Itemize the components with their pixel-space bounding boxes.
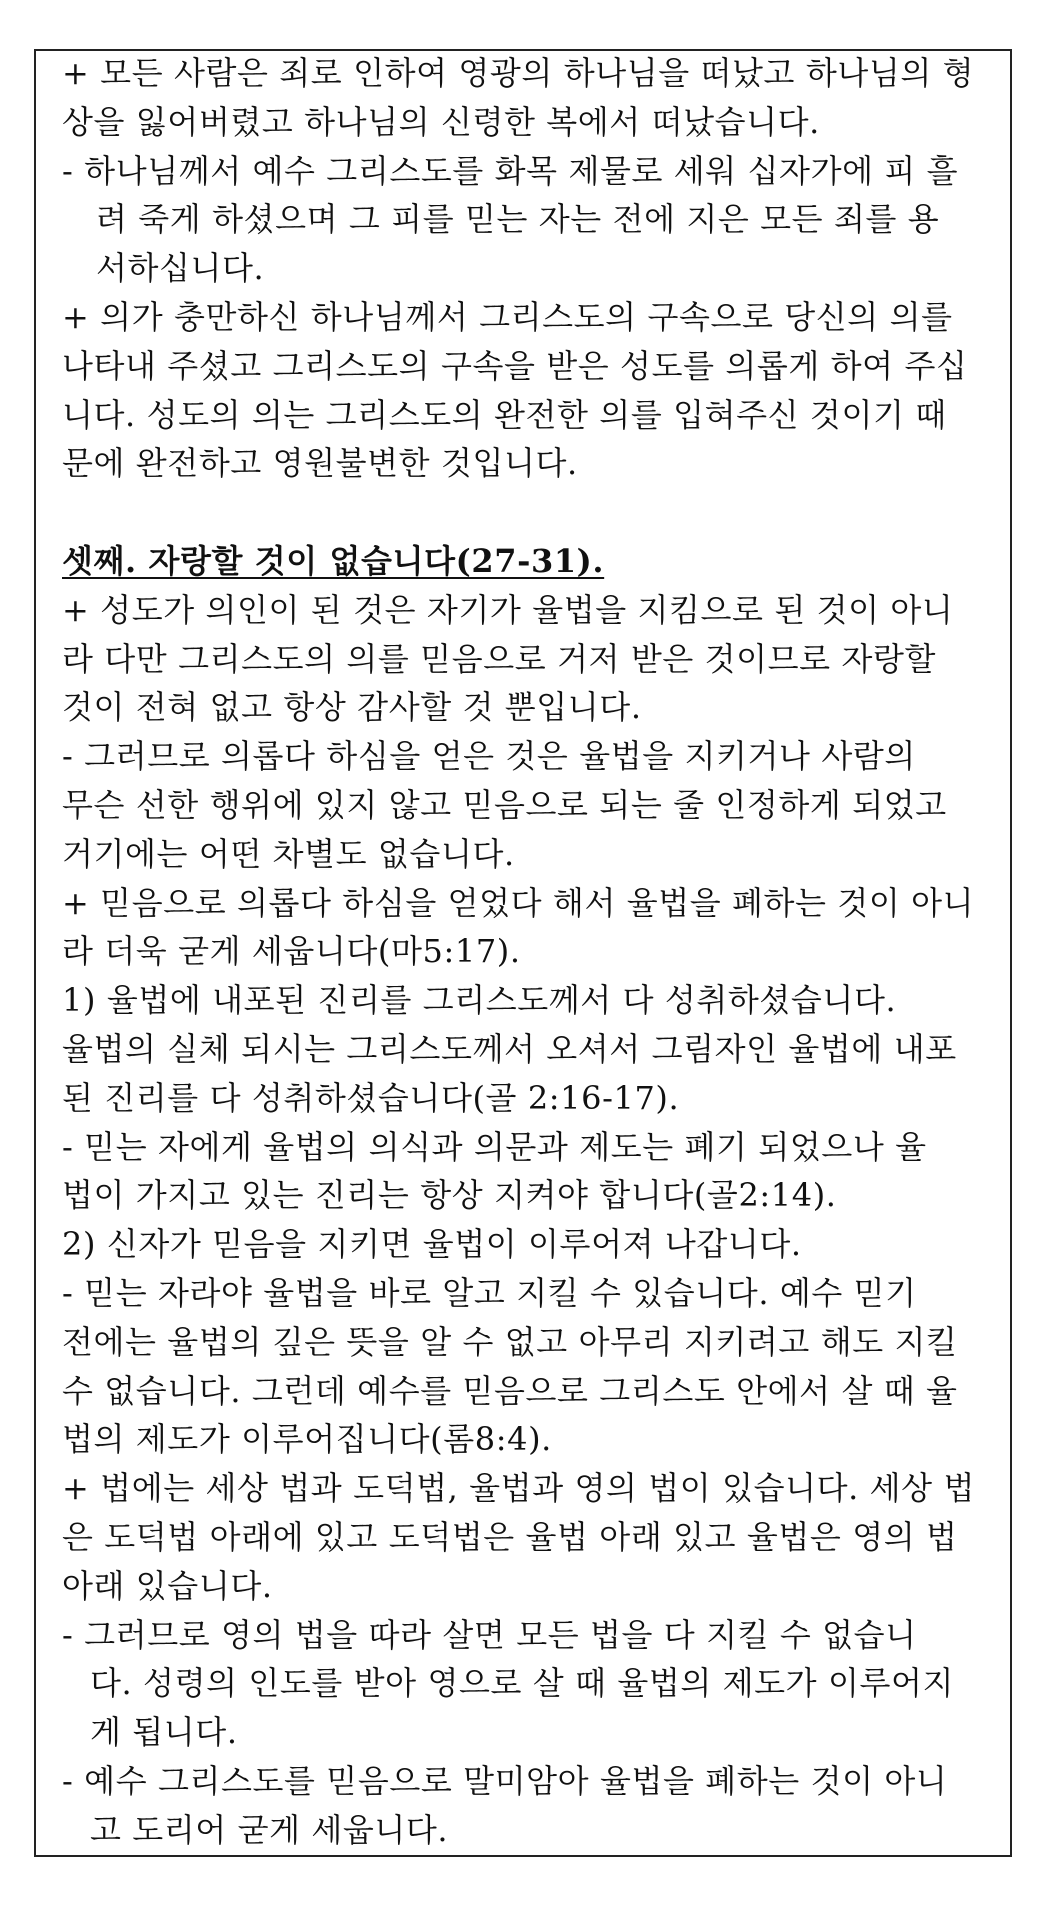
text-line: 나타내 주셨고 그리스도의 구속을 받은 성도를 의롭게 하여 주십 xyxy=(62,346,968,385)
text-line: 려 죽게 하셨으며 그 피를 믿는 자는 전에 지은 모든 죄를 용 xyxy=(96,200,940,239)
text-line: + 법에는 세상 법과 도덕법, 율법과 영의 법이 있습니다. 세상 법 xyxy=(62,1469,975,1508)
text-line: 수 없습니다. 그런데 예수를 믿음으로 그리스도 안에서 살 때 율 xyxy=(62,1371,958,1410)
text-line: - 그러므로 의롭다 하심을 얻은 것은 율법을 지키거나 사람의 xyxy=(62,737,916,776)
text-line: 서하십니다. xyxy=(96,249,265,288)
text-line: - 예수 그리스도를 믿음으로 말미암아 율법을 폐하는 것이 아니 xyxy=(62,1761,948,1800)
text-line: 율법의 실체 되시는 그리스도께서 오셔서 그림자인 율법에 내포 xyxy=(62,1029,957,1068)
text-line: 라 더욱 굳게 세웁니다(마5:17). xyxy=(62,932,521,971)
text-line: 다. 성령의 인도를 받아 영으로 살 때 율법의 제도가 이루어지 xyxy=(90,1664,955,1703)
text-line: 고 도리어 굳게 세웁니다. xyxy=(90,1810,449,1849)
text-line: 문에 완전하고 영원불변한 것입니다. xyxy=(62,444,578,483)
text-line: + 의가 충만하신 하나님께서 그리스도의 구속으로 당신의 의를 xyxy=(62,297,953,336)
text-line: - 그러므로 영의 법을 따라 살면 모든 법을 다 지킬 수 없습니 xyxy=(62,1615,917,1654)
document-body xyxy=(62,49,992,1854)
text-line: 무슨 선한 행위에 있지 않고 믿음으로 되는 줄 인정하게 되었고 xyxy=(62,785,947,824)
text-line: - 믿는 자에게 율법의 의식과 의문과 제도는 폐기 되었으나 율 xyxy=(62,1127,927,1166)
text-line: 상을 잃어버렸고 하나님의 신령한 복에서 떠났습니다. xyxy=(62,102,820,141)
text-line: - 하나님께서 예수 그리스도를 화목 제물로 세워 십자가에 피 흘 xyxy=(62,151,959,190)
text-line: + 모든 사람은 죄로 인하여 영광의 하나님을 떠났고 하나님의 형 xyxy=(62,54,975,92)
section-heading: 셋째. 자랑할 것이 없습니다(27-31). xyxy=(62,541,605,580)
text-line: 아래 있습니다. xyxy=(62,1566,273,1605)
text-line: 라 다만 그리스도의 의를 믿음으로 거저 받은 것이므로 자랑할 xyxy=(62,639,936,678)
text-line: 법의 제도가 이루어집니다(롬8:4). xyxy=(62,1420,552,1459)
text-line: + 믿음으로 의롭다 하심을 얻었다 해서 율법을 폐하는 것이 아니 xyxy=(62,883,975,922)
text-line: 전에는 율법의 깊은 뜻을 알 수 없고 아무리 지키려고 해도 지킬 xyxy=(62,1322,958,1361)
text-line: 거기에는 어떤 차별도 없습니다. xyxy=(62,834,515,873)
text-line: + 성도가 의인이 된 것은 자기가 율법을 지킴으로 된 것이 아니 xyxy=(62,590,954,629)
text-line: - 믿는 자라야 율법을 바로 알고 지킬 수 있습니다. 예수 믿기 xyxy=(62,1273,917,1312)
text-line: 1) 율법에 내포된 진리를 그리스도께서 다 성취하셨습니다. xyxy=(62,981,897,1020)
text-line: 은 도덕법 아래에 있고 도덕법은 율법 아래 있고 율법은 영의 법 xyxy=(62,1517,958,1556)
text-line: 법이 가지고 있는 진리는 항상 지켜야 합니다(골2:14). xyxy=(62,1176,837,1215)
spacer xyxy=(62,488,992,537)
text-line: 게 됩니다. xyxy=(90,1713,238,1752)
text-line: 니다. 성도의 의는 그리스도의 완전한 의를 입혀주신 것이기 때 xyxy=(62,395,947,434)
text-line: 것이 전혀 없고 항상 감사할 것 뿐입니다. xyxy=(62,688,642,727)
text-line: 된 진리를 다 성취하셨습니다(골 2:16-17). xyxy=(62,1078,680,1117)
text-line: 2) 신자가 믿음을 지키면 율법이 이루어져 나갑니다. xyxy=(62,1225,802,1264)
